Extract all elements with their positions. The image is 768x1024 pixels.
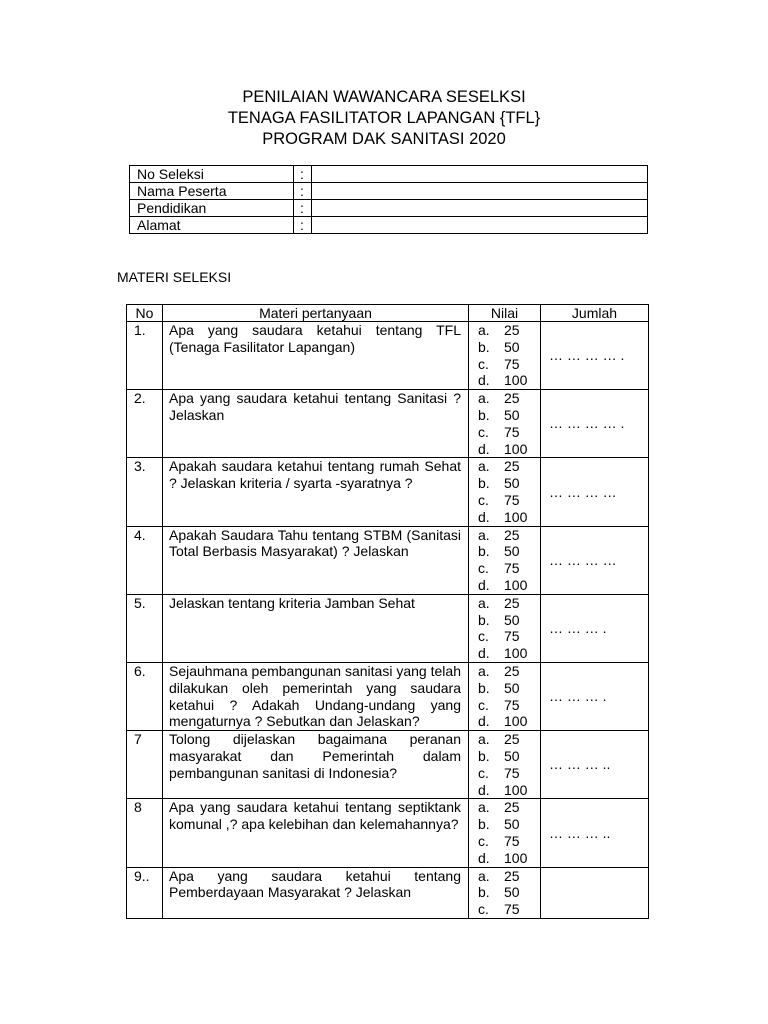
question-number: 3.: [127, 458, 163, 526]
score-option-letter: d.: [478, 645, 490, 662]
info-row-alamat: [130, 217, 648, 234]
score-options: [469, 594, 541, 662]
score-option-value: 100: [504, 781, 528, 798]
score-option[interactable]: [478, 680, 540, 697]
score-option-value: 100: [504, 372, 528, 389]
score-option[interactable]: [478, 372, 540, 389]
question-number: 2.: [127, 390, 163, 458]
info-colon: :: [294, 166, 312, 183]
table-row: [127, 867, 649, 918]
score-option-value: 75: [504, 764, 520, 781]
participant-info-table: [129, 165, 648, 234]
score-option-letter: d.: [478, 508, 490, 525]
score-option-letter: b.: [478, 543, 490, 560]
question-number: 6.: [127, 662, 163, 730]
table-header-row: [127, 305, 649, 322]
question-text: Jelaskan tentang kriteria Jamban Sehat: [163, 594, 469, 662]
info-colon: :: [294, 183, 312, 200]
info-colon: :: [294, 217, 312, 234]
score-option-value: 50: [504, 543, 520, 560]
score-option-value: 75: [504, 423, 520, 440]
score-option-letter: c.: [478, 491, 489, 508]
score-option-letter: a.: [478, 867, 490, 884]
score-total-field[interactable]: … … … .: [541, 662, 649, 730]
score-option-letter: b.: [478, 611, 490, 628]
score-option[interactable]: [478, 645, 540, 662]
question-table: [126, 304, 649, 919]
score-option-value: 50: [504, 475, 520, 492]
question-text: Sejauhmana pembangunan sanitasi yang telah dilakukan oleh pemerintah yang saudara ketahui ? Adakah Undang-undang yang mengaturnya ? Sebutkan dan Jelaskan?: [163, 662, 469, 730]
score-option-value: 75: [504, 696, 520, 713]
score-total-field[interactable]: [541, 867, 649, 918]
info-label: Pendidikan: [130, 200, 294, 217]
score-option[interactable]: [478, 748, 540, 765]
score-option-letter: c.: [478, 560, 489, 577]
score-option-value: 50: [504, 611, 520, 628]
info-value-field[interactable]: [312, 183, 648, 200]
score-option[interactable]: [478, 765, 540, 782]
score-option[interactable]: [478, 577, 540, 594]
score-total-field[interactable]: … … … ..: [541, 799, 649, 867]
table-row: [127, 526, 649, 594]
score-option-value: 25: [504, 867, 520, 884]
score-option[interactable]: [478, 509, 540, 526]
score-option[interactable]: [478, 628, 540, 645]
score-option[interactable]: [478, 441, 540, 458]
score-option-letter: a.: [478, 594, 490, 611]
score-option-letter: a.: [478, 799, 490, 816]
score-total-field[interactable]: … … … ..: [541, 731, 649, 799]
score-option-value: 100: [504, 440, 528, 457]
info-row-no-seleksi: [130, 166, 648, 183]
score-option-letter: d.: [478, 576, 490, 593]
question-text: Apa yang saudara ketahui tentang septiktank komunal ,? apa kelebihan dan kelemahannya?: [163, 799, 469, 867]
score-option-letter: b.: [478, 884, 490, 901]
score-option-value: 25: [504, 526, 520, 543]
score-option-letter: a.: [478, 731, 490, 748]
score-option-letter: a.: [478, 458, 490, 475]
column-header-materi: Materi pertanyaan: [163, 305, 469, 322]
score-total-field[interactable]: … … … .: [541, 594, 649, 662]
score-option[interactable]: [478, 731, 540, 748]
score-option-letter: a.: [478, 662, 490, 679]
score-option-value: 25: [504, 799, 520, 816]
score-option[interactable]: [478, 424, 540, 441]
score-option-letter: d.: [478, 372, 490, 389]
score-option[interactable]: [478, 475, 540, 492]
score-option-value: 50: [504, 679, 520, 696]
score-option[interactable]: [478, 322, 540, 339]
question-text: Apakah saudara ketahui tentang rumah Sehat ? Jelaskan kriteria / syarta -syaratnya ?: [163, 458, 469, 526]
score-options: [469, 322, 541, 390]
column-header-nilai: Nilai: [469, 305, 541, 322]
score-option-letter: d.: [478, 849, 490, 866]
score-option-letter: c.: [478, 355, 489, 372]
score-option-letter: b.: [478, 338, 490, 355]
table-row: [127, 458, 649, 526]
score-options: [469, 731, 541, 799]
score-option-letter: c.: [478, 423, 489, 440]
score-option[interactable]: [478, 407, 540, 424]
score-total-field[interactable]: … … … …: [541, 526, 649, 594]
score-option[interactable]: [478, 560, 540, 577]
doc-title-line-1: PENILAIAN WAWANCARA SESELKSI: [242, 88, 526, 106]
score-option-value: 75: [504, 355, 520, 372]
score-option-value: 25: [504, 390, 520, 407]
score-options: [469, 458, 541, 526]
score-option-value: 100: [504, 508, 528, 525]
score-option-value: 50: [504, 884, 520, 901]
score-option[interactable]: [478, 850, 540, 867]
score-option-value: 75: [504, 901, 520, 918]
score-option-value: 25: [504, 458, 520, 475]
question-number: 4.: [127, 526, 163, 594]
score-option-value: 25: [504, 662, 520, 679]
score-option-value: 100: [504, 713, 528, 730]
score-option-value: 25: [504, 322, 520, 338]
section-label: MATERI SELEKSI: [117, 269, 232, 285]
score-option-letter: b.: [478, 475, 490, 492]
score-option-letter: c.: [478, 628, 489, 645]
table-row: [127, 662, 649, 730]
info-label: Nama Peserta: [130, 183, 294, 200]
score-option-letter: a.: [478, 322, 490, 338]
question-number: 9..: [127, 867, 163, 918]
info-colon: :: [294, 200, 312, 217]
table-row: [127, 322, 649, 390]
question-text: Apa yang saudara ketahui tentang Pemberdayaan Masyarakat ? Jelaskan: [163, 867, 469, 918]
score-option[interactable]: [478, 816, 540, 833]
question-rows: [127, 322, 649, 919]
score-option-value: 100: [504, 849, 528, 866]
score-option[interactable]: [478, 713, 540, 730]
score-option-value: 50: [504, 406, 520, 423]
score-option-value: 25: [504, 731, 520, 748]
info-label: No Seleksi: [130, 166, 294, 183]
table-row: [127, 731, 649, 799]
score-option[interactable]: [478, 799, 540, 816]
score-option[interactable]: [478, 356, 540, 373]
score-total-field[interactable]: … … … …: [541, 458, 649, 526]
info-value-field[interactable]: [312, 166, 648, 183]
info-value-field[interactable]: [312, 200, 648, 217]
column-header-no: No: [127, 305, 163, 322]
score-option-letter: c.: [478, 832, 489, 849]
question-text: Tolong dijelaskan bagaimana peranan masyarakat dan Pemerintah dalam pembangunan sanitasi di Indonesia?: [163, 731, 469, 799]
score-option[interactable]: [478, 390, 540, 407]
score-option-value: 50: [504, 338, 520, 355]
question-text: Apa yang saudara ketahui tentang Sanitasi ? Jelaskan: [163, 390, 469, 458]
score-option-letter: d.: [478, 713, 490, 730]
score-option-letter: d.: [478, 440, 490, 457]
score-options: [469, 867, 541, 918]
score-option-letter: c.: [478, 764, 489, 781]
column-header-jumlah: Jumlah: [541, 305, 649, 322]
info-row-pendidikan: [130, 200, 648, 217]
score-option-value: 75: [504, 560, 520, 577]
score-option-letter: b.: [478, 679, 490, 696]
score-options: [469, 390, 541, 458]
doc-title-line-3: PROGRAM DAK SANITASI 2020: [262, 130, 506, 148]
score-option[interactable]: [478, 901, 540, 918]
question-text: Apakah Saudara Tahu tentang STBM (Sanitasi Total Berbasis Masyarakat) ? Jelaskan: [163, 526, 469, 594]
score-option-letter: b.: [478, 816, 490, 833]
score-option[interactable]: [478, 782, 540, 799]
question-number: 8: [127, 799, 163, 867]
score-total-field[interactable]: … … … … .: [541, 322, 649, 390]
score-option[interactable]: [478, 492, 540, 509]
table-row: [127, 594, 649, 662]
question-number: 5.: [127, 594, 163, 662]
score-option-letter: a.: [478, 526, 490, 543]
score-options: [469, 799, 541, 867]
doc-title-line-2: TENAGA FASILITATOR LAPANGAN {TFL}: [227, 109, 541, 127]
score-option[interactable]: [478, 868, 540, 885]
score-option[interactable]: [478, 595, 540, 612]
score-option[interactable]: [478, 663, 540, 680]
question-number: 1.: [127, 322, 163, 390]
info-value-field[interactable]: [312, 217, 648, 234]
score-option-letter: d.: [478, 781, 490, 798]
score-option[interactable]: [478, 458, 540, 475]
score-option-value: 50: [504, 816, 520, 833]
score-option[interactable]: [478, 833, 540, 850]
info-row-nama-peserta: [130, 183, 648, 200]
question-number: 7: [127, 731, 163, 799]
score-options: [469, 662, 541, 730]
score-option[interactable]: [478, 339, 540, 356]
score-option[interactable]: [478, 527, 540, 544]
score-option-value: 100: [504, 645, 528, 662]
score-option-value: 100: [504, 576, 528, 593]
score-option[interactable]: [478, 543, 540, 560]
score-option-letter: b.: [478, 747, 490, 764]
score-option[interactable]: [478, 884, 540, 901]
score-option-value: 75: [504, 491, 520, 508]
score-total-field[interactable]: … … … … .: [541, 390, 649, 458]
score-option-letter: c.: [478, 901, 489, 918]
score-option-value: 75: [504, 832, 520, 849]
score-option-value: 50: [504, 747, 520, 764]
table-row: [127, 390, 649, 458]
table-row: [127, 799, 649, 867]
score-option-letter: a.: [478, 390, 490, 407]
score-option-letter: b.: [478, 406, 490, 423]
question-text: Apa yang saudara ketahui tentang TFL (Tenaga Fasilitator Lapangan): [163, 322, 469, 390]
info-label: Alamat: [130, 217, 294, 234]
score-option[interactable]: [478, 697, 540, 714]
score-option-value: 25: [504, 594, 520, 611]
score-option-letter: c.: [478, 696, 489, 713]
score-option[interactable]: [478, 612, 540, 629]
score-options: [469, 526, 541, 594]
score-option-value: 75: [504, 628, 520, 645]
